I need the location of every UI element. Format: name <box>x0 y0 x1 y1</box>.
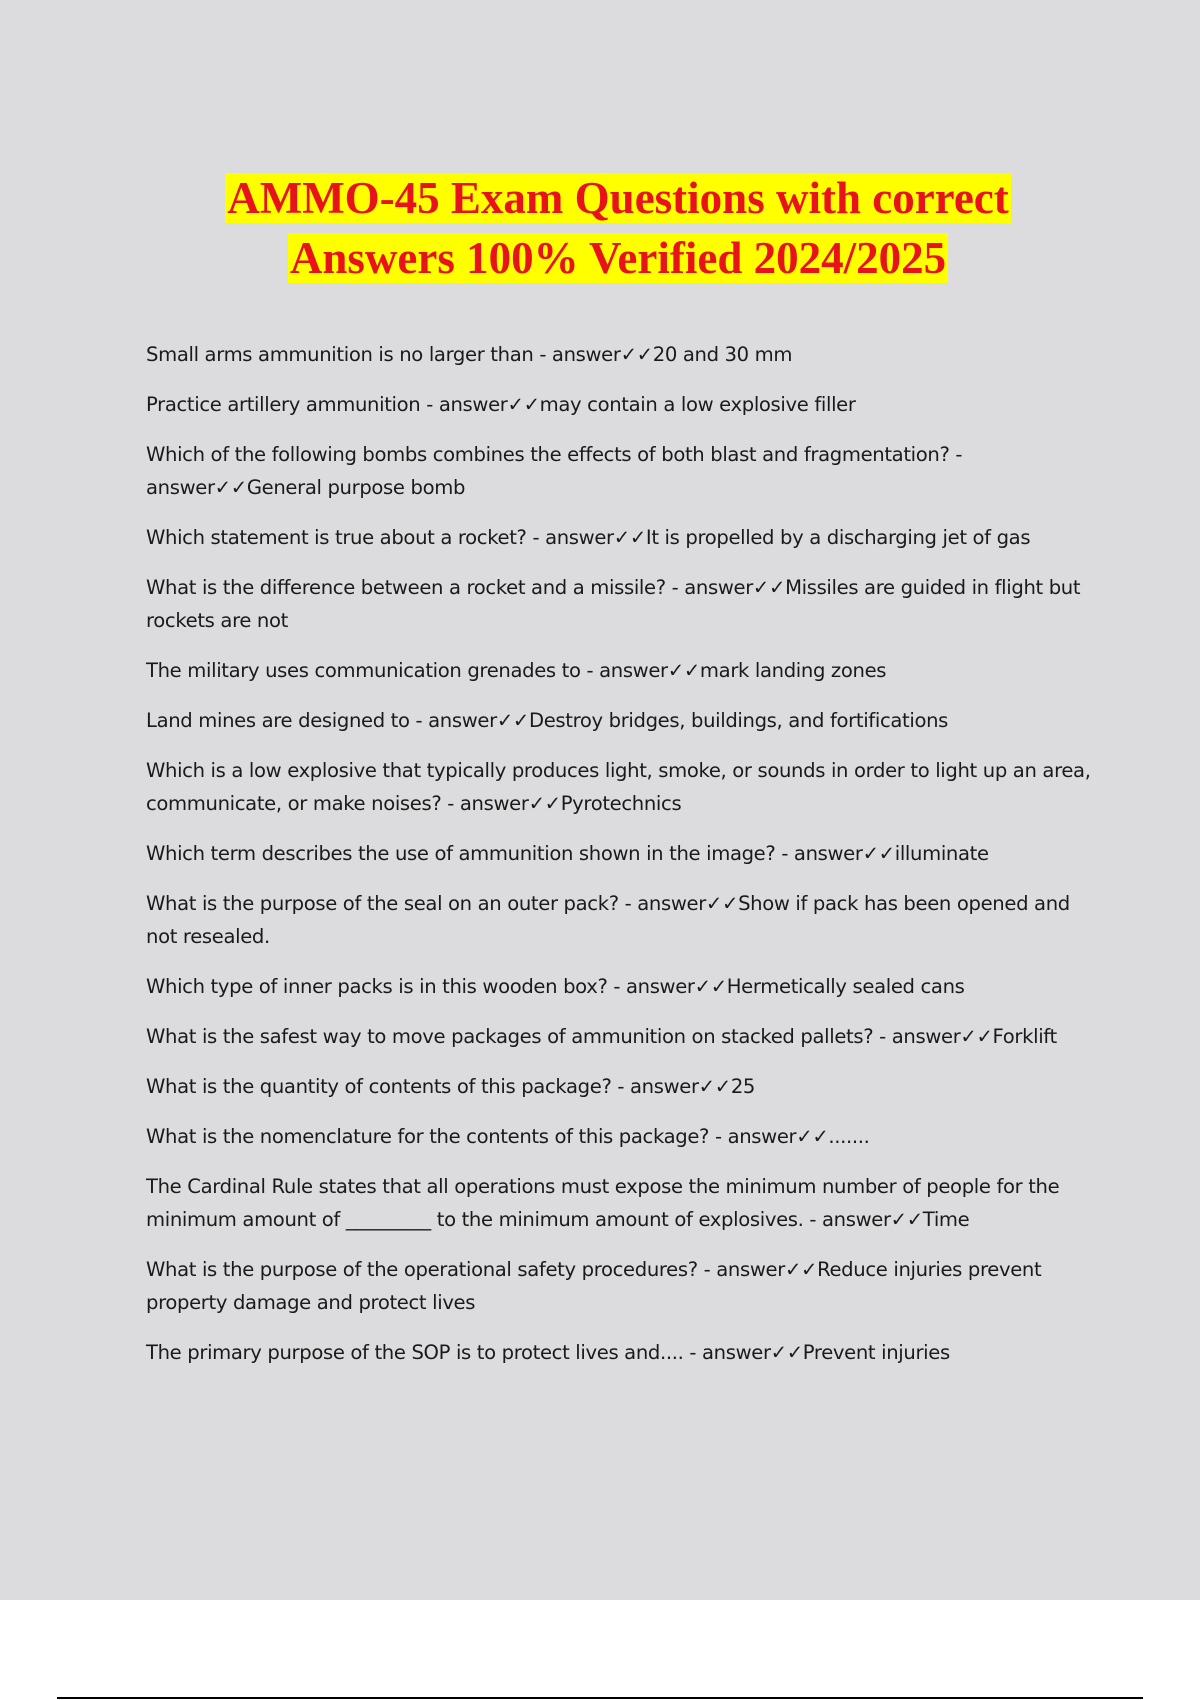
checkmark-icon: ✓✓ <box>784 1258 818 1281</box>
qa-item <box>146 521 1096 554</box>
qa-item <box>146 654 1096 687</box>
question-text: Land mines are designed to - answer <box>146 709 497 732</box>
answer-text: Reduce injuries prevent property damage and protect lives <box>146 1258 1042 1314</box>
qa-item <box>146 388 1096 421</box>
question-text: What is the nomenclature for the contents of this package? - answer <box>146 1125 797 1148</box>
checkmark-icon: ✓✓ <box>496 709 529 732</box>
question-text: The Cardinal Rule states that all operations must expose the minimum number of people for the minimum amount of _________ to the minimum amount of explosives. - answer <box>146 1175 1060 1231</box>
checkmark-icon: ✓✓ <box>528 792 561 815</box>
checkmark-icon: ✓✓ <box>507 393 540 416</box>
question-text: What is the safest way to move packages of ammunition on stacked pallets? - answer <box>146 1025 961 1048</box>
checkmark-icon: ✓✓ <box>694 975 727 998</box>
question-text: The military uses communication grenades to - answer <box>146 659 668 682</box>
qa-item <box>146 438 1096 504</box>
qa-item <box>146 1170 1096 1236</box>
qa-item <box>146 887 1096 953</box>
answer-text: Missiles are guided in flight but rockets are not <box>146 576 1081 632</box>
checkmark-icon: ✓✓ <box>770 1341 803 1364</box>
answer-text: General purpose bomb <box>246 476 466 499</box>
question-text: What is the purpose of the operational safety procedures? - answer <box>146 1258 785 1281</box>
qa-item <box>146 704 1096 737</box>
qa-item <box>146 1070 1096 1103</box>
footer-divider <box>57 1697 1143 1699</box>
qa-item <box>146 1336 1096 1369</box>
checkmark-icon: ✓✓ <box>214 476 247 499</box>
question-text: What is the purpose of the seal on an outer pack? - answer <box>146 892 706 915</box>
checkmark-icon: ✓✓ <box>705 892 739 915</box>
checkmark-icon: ✓✓ <box>620 343 653 366</box>
checkmark-icon: ✓✓ <box>960 1025 993 1048</box>
qa-item <box>146 754 1096 820</box>
title-line-2: Answers 100% Verified 2024/2025 <box>289 233 947 283</box>
answer-text: Pyrotechnics <box>560 792 682 815</box>
title-line-1: AMMO-45 Exam Questions with correct <box>227 173 1009 223</box>
question-text: The primary purpose of the SOP is to protect lives and.... - answer <box>146 1341 771 1364</box>
question-text: Which type of inner packs is in this wooden box? - answer <box>146 975 695 998</box>
question-text: Which statement is true about a rocket? - answer <box>146 526 614 549</box>
question-text: What is the quantity of contents of this package? - answer <box>146 1075 699 1098</box>
qa-item <box>146 837 1096 870</box>
qa-item <box>146 1120 1096 1153</box>
answer-text: Destroy bridges, buildings, and fortifications <box>528 709 949 732</box>
qa-item <box>146 970 1096 1003</box>
answer-text: mark landing zones <box>699 659 887 682</box>
answer-text: Show if pack has been opened and not resealed. <box>146 892 1070 948</box>
checkmark-icon: ✓✓ <box>667 659 700 682</box>
answer-text: 20 and 30 mm <box>652 343 793 366</box>
question-text: Small arms ammunition is no larger than - answer <box>146 343 621 366</box>
question-text: Which term describes the use of ammunition shown in the image? - answer <box>146 842 863 865</box>
answer-text: It is propelled by a discharging jet of gas <box>645 526 1031 549</box>
document-title <box>0 168 1200 288</box>
answer-text: Hermetically sealed cans <box>726 975 965 998</box>
qa-item <box>146 571 1096 637</box>
question-text: Practice artillery ammunition - answer <box>146 393 508 416</box>
answer-text: illuminate <box>894 842 989 865</box>
checkmark-icon: ✓✓ <box>796 1125 829 1148</box>
checkmark-icon: ✓✓ <box>862 842 895 865</box>
question-text: Which is a low explosive that typically produces light, smoke, or sounds in order to light up an area, communicate, or make noises? - answer <box>146 759 1091 815</box>
answer-text: Time <box>922 1208 970 1231</box>
question-text: Which of the following bombs combines the effects of both blast and fragmentation? - answer <box>146 443 963 499</box>
qa-item <box>146 1020 1096 1053</box>
checkmark-icon: ✓✓ <box>752 576 786 599</box>
checkmark-icon: ✓✓ <box>613 526 646 549</box>
answer-text: may contain a low explosive filler <box>539 393 856 416</box>
answer-text: Prevent injuries <box>802 1341 950 1364</box>
checkmark-icon: ✓✓ <box>890 1208 923 1231</box>
qa-list <box>146 338 1096 1386</box>
answer-text: ....... <box>828 1125 870 1148</box>
answer-text: 25 <box>730 1075 756 1098</box>
answer-text: Forklift <box>992 1025 1057 1048</box>
question-text: What is the difference between a rocket and a missile? - answer <box>146 576 753 599</box>
checkmark-icon: ✓✓ <box>698 1075 731 1098</box>
qa-item <box>146 1253 1096 1319</box>
qa-item <box>146 338 1096 371</box>
